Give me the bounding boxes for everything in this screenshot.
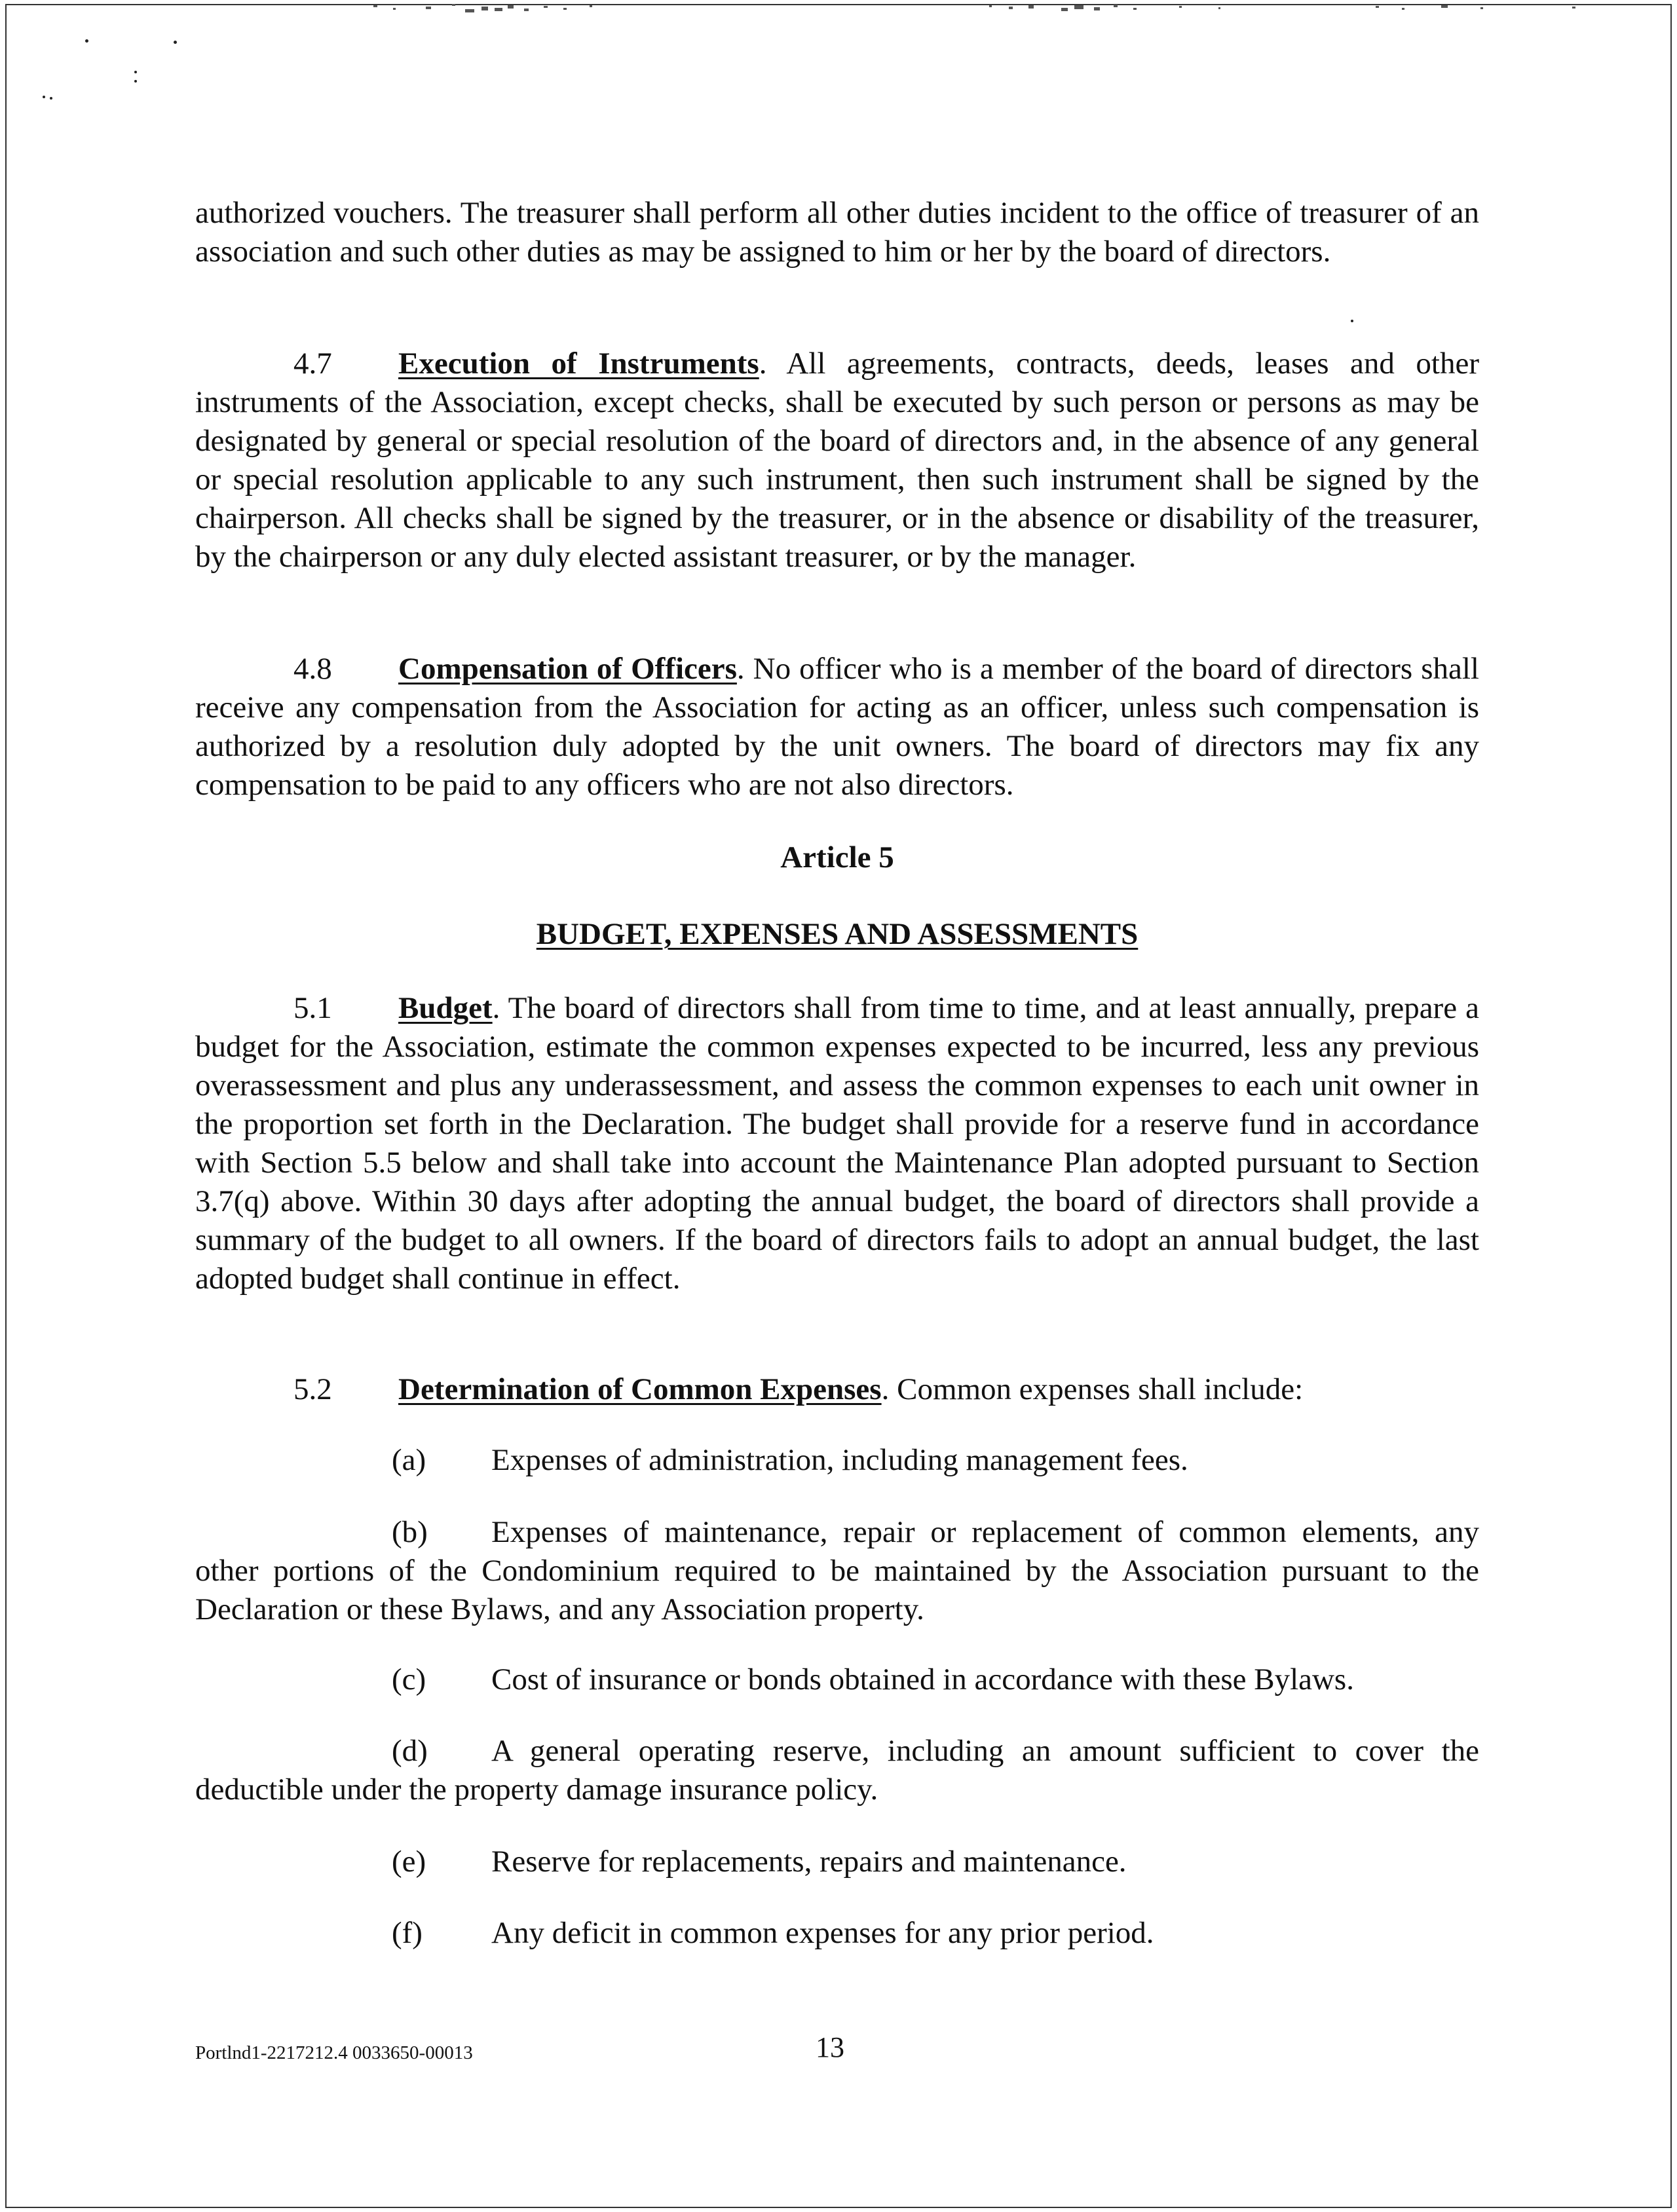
section-body: . No officer who is a member of the board of directors shall receive any compensation from the Association for acting as an officer, unless such compensation is authorized by a resolution duly adopted by the unit owners. The board of directors may fix any compensation to be paid to any officers who are not also directors. [195,652,1479,802]
list-item [195,1441,1479,1480]
section-4-8 [195,650,1479,804]
section-number: 5.1 [293,991,332,1025]
list-item [195,1513,1479,1629]
scan-speck [174,41,177,44]
section-5-1 [195,989,1479,1298]
scan-speck [43,96,45,98]
list-item-label: (a) [392,1443,426,1477]
list-item-text: Cost of insurance or bonds obtained in accordance with these Bylaws. [491,1662,1354,1696]
scan-speck [85,39,88,43]
section-number: 4.7 [293,347,332,381]
paragraph-continuation: authorized vouchers. The treasurer shall perform all other duties incident to the office of treasurer of an association and such other duties as may be assigned to him or her by the board of directors. [195,196,1479,269]
list-item-label: (f) [392,1916,423,1950]
list-item-label: (b) [392,1515,428,1549]
page-number: 13 [816,2031,844,2063]
scan-speck [1351,320,1353,322]
list-item-label: (d) [392,1734,428,1768]
list-item-text: Expenses of maintenance, repair or replacement of common elements, any other portions of the Condominium required to be maintained by the Association pursuant to the Declaration or these Bylaws, and any Association property. [195,1515,1479,1626]
section-body: . The board of directors shall from time to time, and at least annually, prepare a budget for the Association, estimate the common expenses expected to be incurred, less any previous overassessment and plus any underassessment, and assess the common expenses to each unit owner in the proportion set forth in the Declaration. The budget shall provide for a reserve fund in accordance with Section 5.5 below and shall take into account the Maintenance Plan adopted pursuant to Section 3.7(q) above. Within 30 days after adopting the annual budget, the board of directors shall provide a summary of the budget to all owners. If the board of directors fails to adopt an annual budget, the last adopted budget shall continue in effect. [195,991,1479,1296]
section-body: . Common expenses shall include: [881,1372,1304,1406]
list-item [195,1660,1479,1699]
list-item [195,1732,1479,1809]
section-4-7 [195,345,1479,576]
section-body: . All agreements, contracts, deeds, leases and other instruments of the Association, except checks, shall be executed by such person or persons as may be designated by general or special resolution of the board of directors and, in the absence of any general or special resolution applicable to any such instrument, then such instrument shall be signed by the chairperson. All checks shall be signed by the treasurer, or in the absence or disability of the treasurer, by the chairperson or any duly elected assistant treasurer, or by the manager. [195,347,1479,574]
list-item [195,1914,1479,1953]
scan-noise-left [367,0,642,20]
section-number: 4.8 [293,652,332,686]
section-heading: Budget [398,991,493,1025]
section-number: 5.2 [293,1372,332,1406]
list-item-label: (c) [392,1662,426,1696]
section-heading: Determination of Common Expenses [398,1372,882,1406]
section-heading: Execution of Instruments [398,347,759,381]
list-item-text: Any deficit in common expenses for any prior period. [491,1916,1154,1950]
list-item-text: A general operating reserve, including an amount sufficient to cover the deductible under the property damage insurance policy. [195,1734,1479,1807]
list-item-text: Expenses of administration, including management fees. [491,1443,1188,1477]
list-item-label: (e) [392,1845,426,1879]
scan-noise-right [983,0,1638,20]
article-subtitle: BUDGET, EXPENSES AND ASSESSMENTS [536,917,1139,951]
section-heading: Compensation of Officers [398,652,737,686]
section-5-2 [195,1370,1479,1409]
scan-speck [50,97,52,100]
scan-speck [134,80,137,83]
article-title: Article 5 [780,840,894,874]
footer-document-id: Portlnd1-2217212.4 0033650-00013 [195,2042,473,2063]
list-item [195,1843,1479,1881]
list-item-text: Reserve for replacements, repairs and maintenance. [491,1845,1127,1879]
scan-speck [134,71,137,73]
